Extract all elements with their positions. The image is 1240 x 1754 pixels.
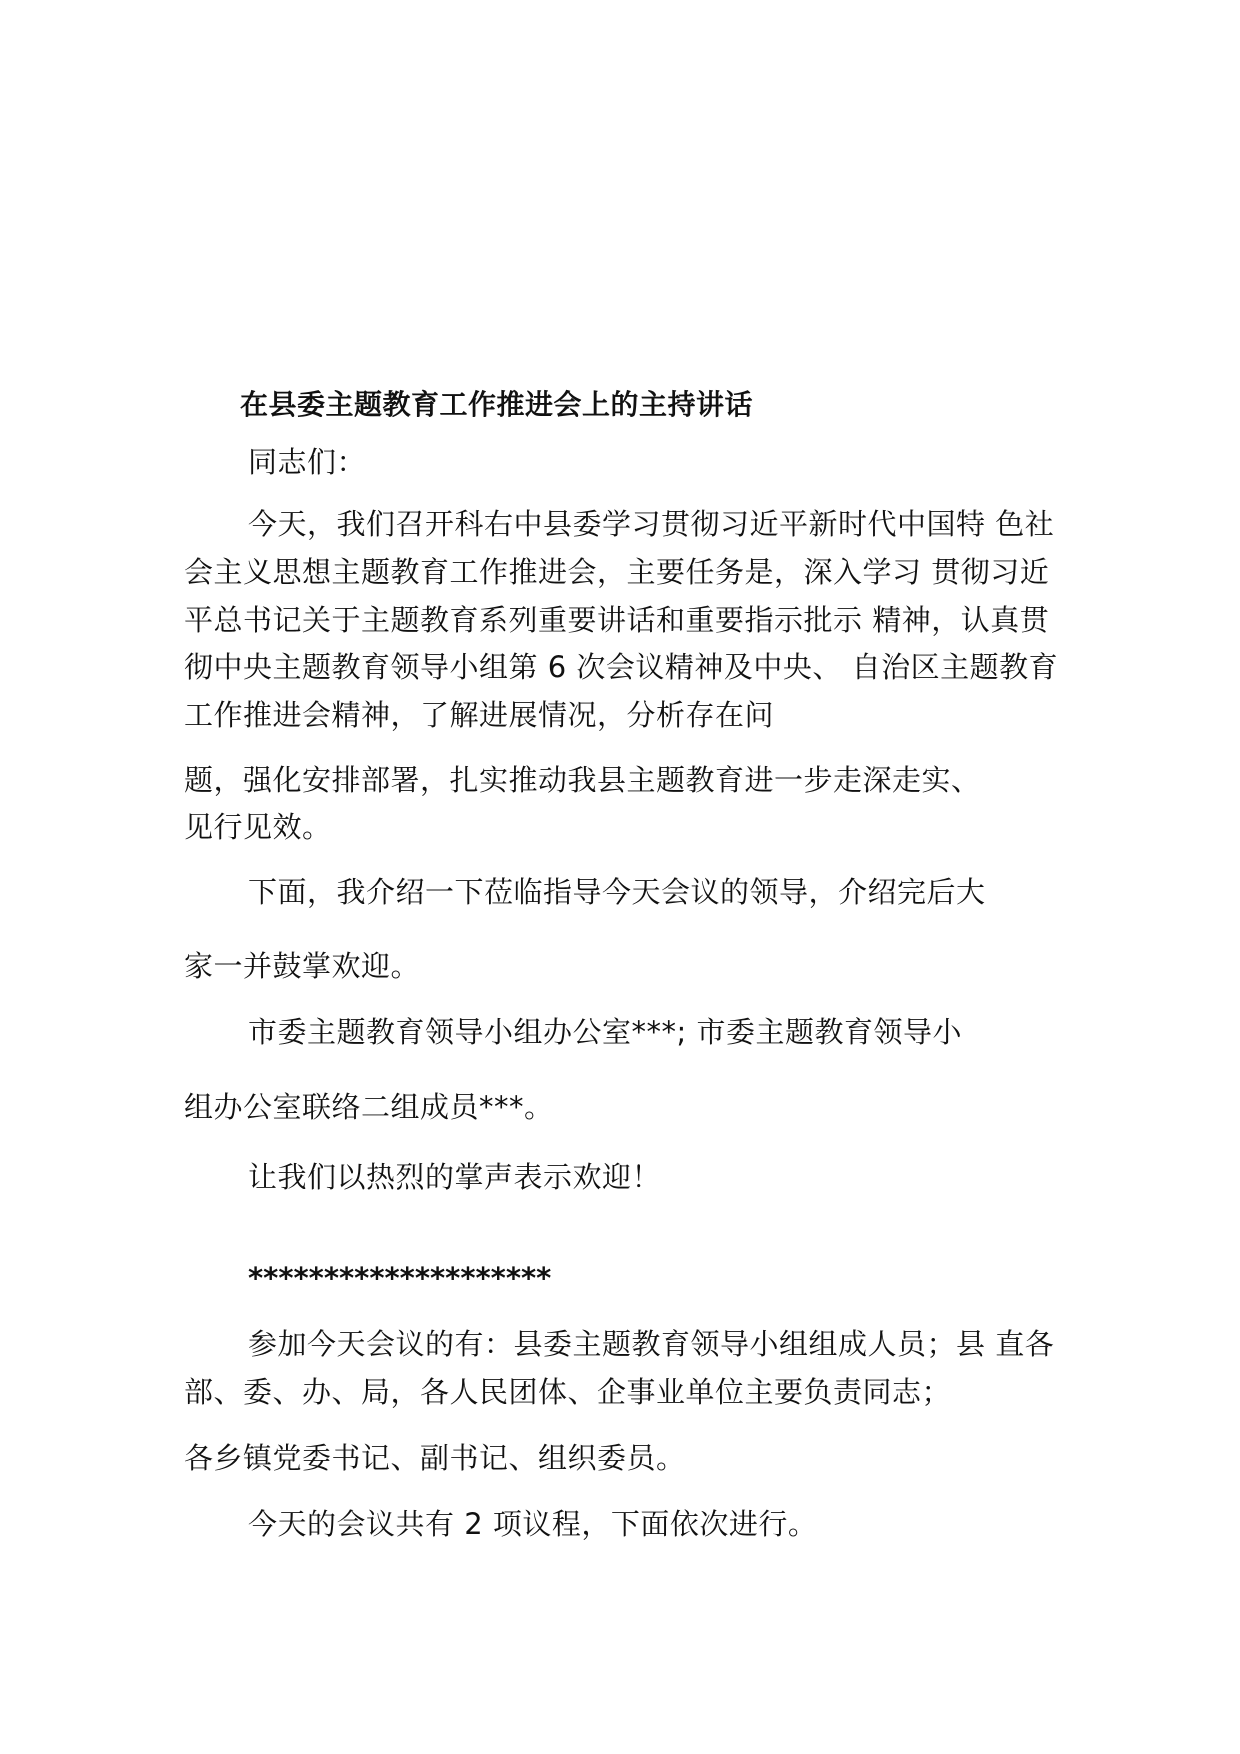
paragraph-line: 见行见效。 — [184, 810, 332, 844]
paragraph-line: 让我们以热烈的掌声表示欢迎！ — [248, 1160, 662, 1194]
paragraph-line: 部、委、办、局，各人民团体、企事业单位主要负责同志； — [184, 1375, 952, 1409]
paragraph-line: 各乡镇党委书记、副书记、组织委员。 — [184, 1441, 686, 1475]
paragraph-line: 彻中央主题教育领导小组第 6 次会议精神及中央、 自治区主题教育 — [184, 650, 1059, 684]
paragraph-line: 下面，我介绍一下莅临指导今天会议的领导，介绍完后大 — [248, 875, 986, 909]
document-title: 在县委主题教育工作推进会上的主持讲话 — [240, 388, 754, 421]
paragraph-line: 题，强化安排部署，扎实推动我县主题教育进一步走深走实、 — [184, 763, 981, 797]
separator-stars: ******************** — [248, 1261, 552, 1295]
paragraph-line: 家一并鼓掌欢迎。 — [184, 949, 421, 983]
paragraph-line: 组办公室联络二组成员***。 — [184, 1090, 554, 1124]
paragraph-line: 会主义思想主题教育工作推进会，主要任务是，深入学习 贯彻习近 — [184, 555, 1050, 589]
paragraph-line: 参加今天会议的有：县委主题教育领导小组组成人员；县 直各 — [248, 1327, 1055, 1361]
paragraph-line: 工作推进会精神，了解进展情况，分析存在问 — [184, 698, 775, 732]
paragraph-line: 今天的会议共有 2 项议程，下面依次进行。 — [248, 1507, 818, 1541]
paragraph-line: 今天，我们召开科右中县委学习贯彻习近平新时代中国特 色社 — [248, 507, 1055, 541]
paragraph-line: 平总书记关于主题教育系列重要讲话和重要指示批示 精神，认真贯 — [184, 603, 1050, 637]
paragraph-line: 市委主题教育领导小组办公室***; 市委主题教育领导小 — [248, 1015, 962, 1049]
salutation-line: 同志们： — [248, 445, 367, 479]
